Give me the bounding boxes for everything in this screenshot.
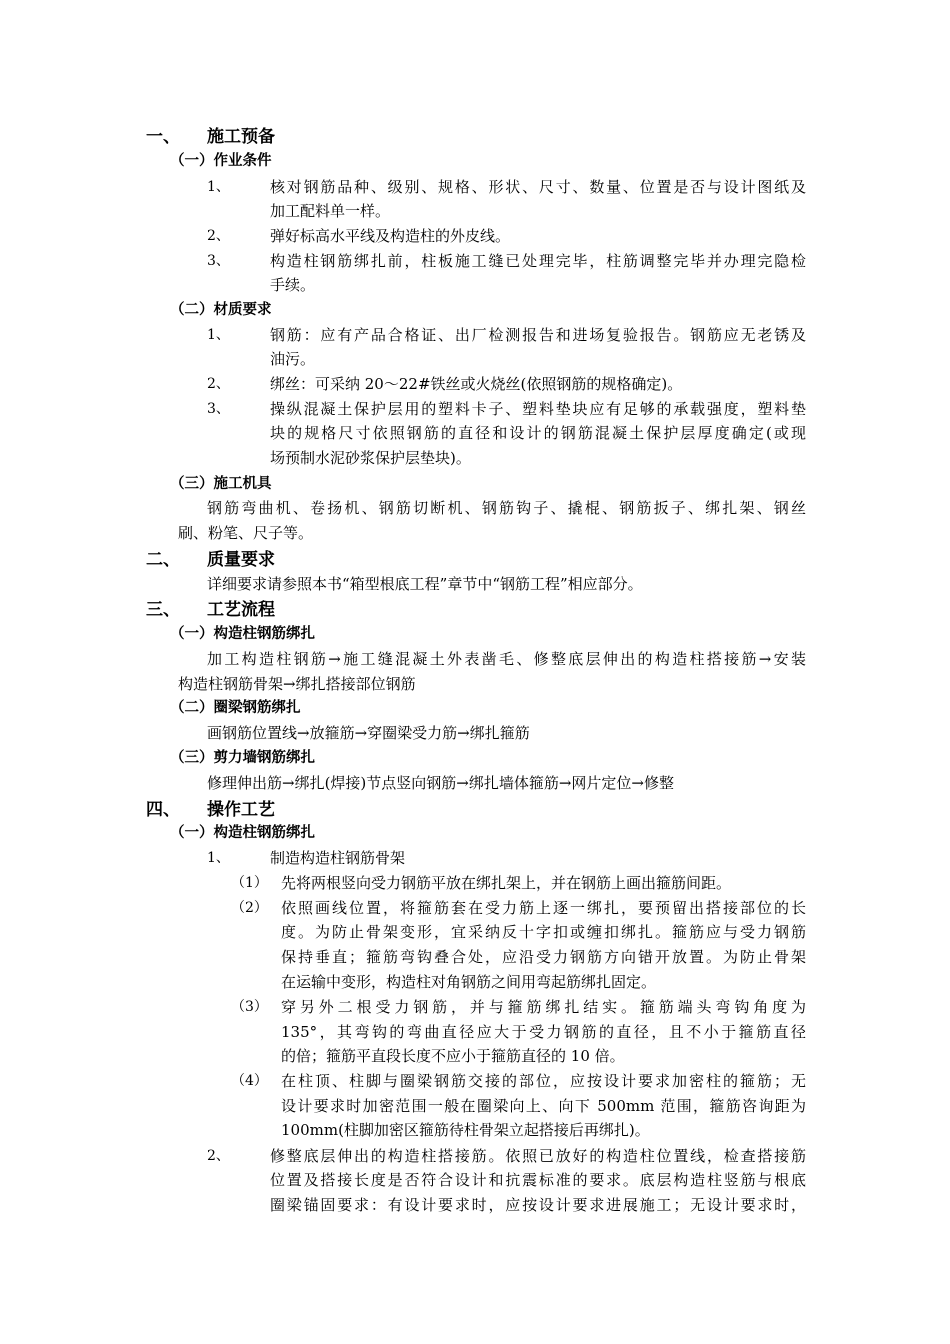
- subitem-text-line: 135°，其弯钩的弯曲直径应大于受力钢筋的直径，且不小于箍筋直径: [281, 1023, 806, 1041]
- subitem-text-line: 设计要求时加密范围一般在圈梁向上、向下 500mm 范围，箍筋咨询距为: [281, 1097, 806, 1115]
- subitem-number: （2）: [231, 900, 268, 916]
- subitem-text-line: 在柱顶、柱脚与圈梁钢筋交接的部位，应按设计要求加密柱的箍筋；无: [281, 1072, 806, 1090]
- section-3-number: 三、: [146, 600, 180, 620]
- section-2-number: 二、: [146, 550, 180, 570]
- section-1-title: 施工预备: [207, 127, 275, 147]
- item-text-line: 块的规格尺寸依照钢筋的直径和设计的钢筋混凝土保护层厚度确定(或现: [270, 424, 806, 442]
- item-number: 1、: [207, 850, 230, 866]
- subsection-3b-title: （二）圈梁钢筋绑扎: [170, 700, 301, 716]
- item-text-line: 操纵混凝土保护层用的塑料卡子、塑料垫块应有足够的承载强度，塑料垫: [270, 400, 806, 418]
- section-1-number: 一、: [146, 127, 180, 147]
- paragraph-line: 详细要求请参照本书“箱型根底工程”章节中“钢筋工程”相应部分。: [207, 575, 643, 593]
- item-text-line: 构造柱钢筋绑扎前，柱板施工缝已处理完毕，柱筋调整完毕并办理完隐检: [270, 252, 806, 270]
- subitem-text-line: 先将两根竖向受力钢筋平放在绑扎架上，并在钢筋上画出箍筋间距。: [281, 874, 732, 892]
- subitem-number: （4）: [231, 1073, 268, 1089]
- item-number: 2、: [207, 228, 230, 244]
- subsection-1b-title: （二）材质要求: [170, 302, 272, 318]
- item-text-line: 加工配料单一样。: [270, 202, 391, 220]
- item-number: 2、: [207, 376, 230, 392]
- subsection-1a-title: （一）作业条件: [170, 153, 272, 169]
- item-text-line: 修整底层伸出的构造柱搭接筋。依照已放好的构造柱位置线，检查搭接筋: [270, 1147, 806, 1165]
- item-text-line: 油污。: [270, 350, 316, 368]
- item-text-line: 绑丝：可采纳 20～22#铁丝或火烧丝(依照钢筋的规格确定)。: [270, 375, 683, 393]
- paragraph-line: 修理伸出筋→绑扎(焊接)节点竖向钢筋→绑扎墙体箍筋→网片定位→修整: [207, 774, 674, 792]
- section-2-title: 质量要求: [207, 550, 275, 570]
- item-number: 3、: [207, 401, 230, 417]
- item-text-line: 钢筋：应有产品合格证、出厂检测报告和进场复验报告。钢筋应无老锈及: [270, 326, 806, 344]
- subitem-text-line: 的倍；箍筋平直段长度不应小于箍筋直径的 10 倍。: [281, 1047, 625, 1065]
- subsection-3a-title: （一）构造柱钢筋绑扎: [170, 626, 315, 642]
- section-4-title: 操作工艺: [207, 800, 275, 820]
- subsection-1c-title: （三）施工机具: [170, 476, 272, 492]
- item-number: 1、: [207, 327, 230, 343]
- item-text-line: 核对钢筋品种、级别、规格、形状、尺寸、数量、位置是否与设计图纸及: [270, 178, 806, 196]
- subitem-text-line: 依照画线位置，将箍筋套在受力筋上逐一绑扎，要预留出搭接部位的长: [281, 899, 806, 917]
- subsection-3c-title: （三）剪力墙钢筋绑扎: [170, 750, 315, 766]
- subitem-text-line: 在运输中变形，构造柱对角钢筋之间用弯起筋绑扎固定。: [281, 973, 657, 991]
- item-text-line: 制造构造柱钢筋骨架: [270, 849, 406, 867]
- section-3-title: 工艺流程: [207, 600, 275, 620]
- item-text-line: 圈梁锚固要求：有设计要求时，应按设计要求进展施工；无设计要求时，: [270, 1196, 806, 1214]
- item-text-line: 位置及搭接长度是否符合设计和抗震标准的要求。底层构造柱竖筋与根底: [270, 1171, 806, 1189]
- subitem-text-line: 度。为防止骨架变形，宜采纳反十字扣或缠扣绑扎。箍筋应与受力钢筋: [281, 923, 806, 941]
- subitem-number: （3）: [231, 999, 268, 1015]
- item-number: 1、: [207, 179, 230, 195]
- subitem-text-line: 保持垂直；箍筋弯钩叠合处，应沿受力钢筋方向错开放置。为防止骨架: [281, 948, 806, 966]
- section-4-number: 四、: [146, 800, 180, 820]
- item-number: 2、: [207, 1148, 230, 1164]
- paragraph-line: 加工构造柱钢筋→施工缝混凝土外表凿毛、修整底层伸出的构造柱搭接筋→安装: [207, 650, 806, 668]
- item-text-line: 场预制水泥砂浆保护层垫块)。: [270, 449, 471, 467]
- item-text-line: 弹好标高水平线及构造柱的外皮线。: [270, 227, 511, 245]
- paragraph-line: 钢筋弯曲机、卷扬机、钢筋切断机、钢筋钩子、撬棍、钢筋扳子、绑扎架、钢丝: [207, 499, 806, 517]
- subitem-text-line: 100mm(柱脚加密区箍筋待柱骨架立起搭接后再绑扎)。: [281, 1121, 650, 1139]
- item-text-line: 手续。: [270, 276, 316, 294]
- subitem-text-line: 穿另外二根受力钢筋，并与箍筋绑扎结实。箍筋端头弯钩角度为: [281, 998, 806, 1016]
- paragraph-line: 构造柱钢筋骨架→绑扎搭接部位钢筋: [178, 675, 416, 693]
- paragraph-line: 画钢筋位置线→放箍筋→穿圈梁受力筋→绑扎箍筋: [207, 724, 530, 742]
- item-number: 3、: [207, 253, 230, 269]
- subitem-number: （1）: [231, 875, 268, 891]
- subsection-4a-title: （一）构造柱钢筋绑扎: [170, 825, 315, 841]
- paragraph-line: 刷、粉笔、尺子等。: [178, 524, 314, 542]
